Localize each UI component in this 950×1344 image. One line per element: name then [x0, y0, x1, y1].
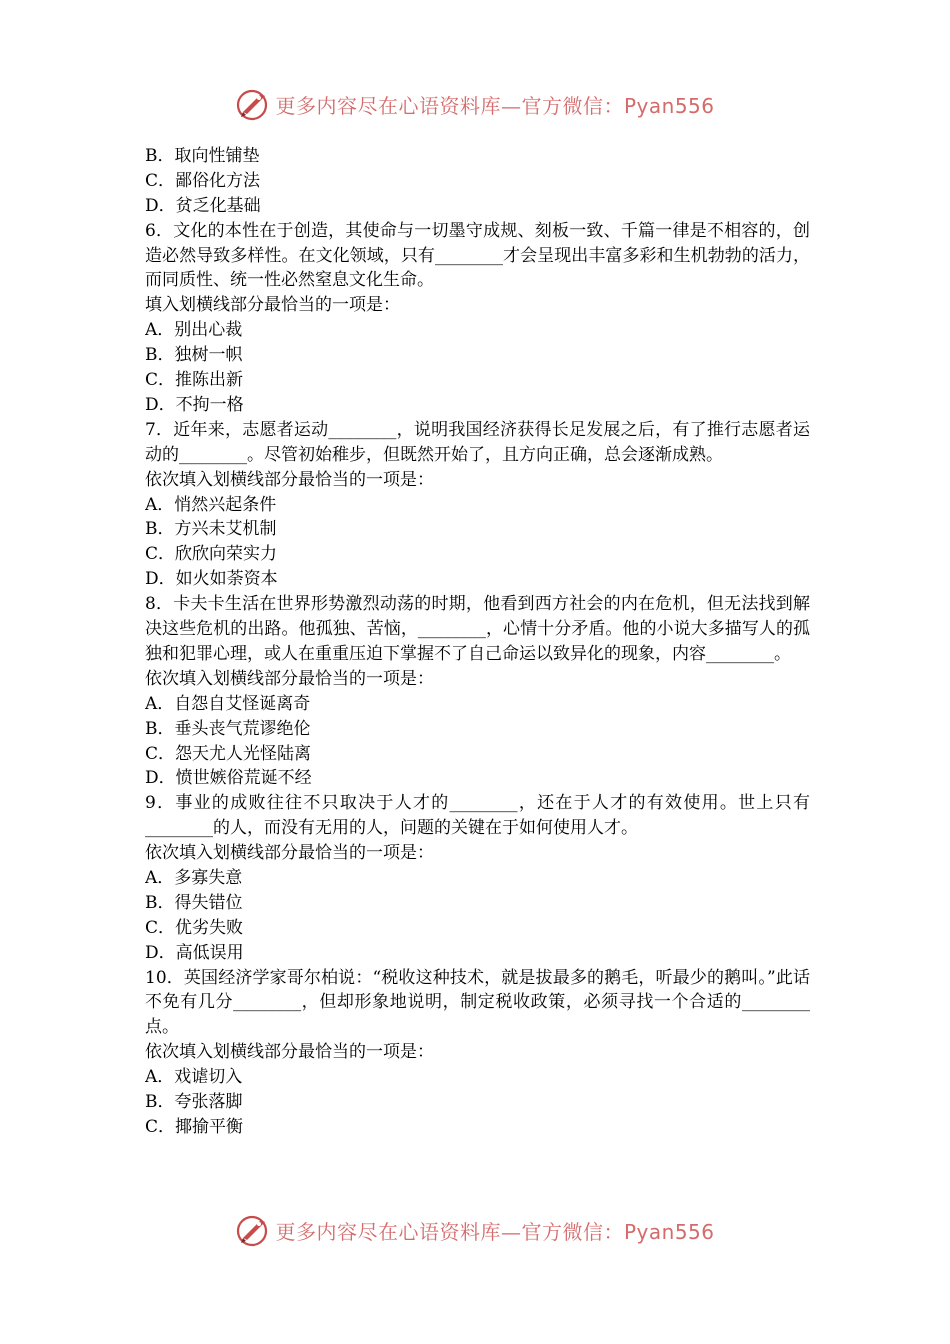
answer-option: C．推陈出新 [145, 370, 244, 391]
answer-option: D．愤世嫉俗荒诞不经 [145, 768, 312, 789]
watermark-text: 更多内容尽在心语资料库—官方微信：Pyan556 [275, 93, 715, 118]
answer-option: A．多寡失意 [145, 867, 243, 888]
answer-option: A．自怨自艾怪诞离奇 [145, 693, 311, 714]
wechat-id: Pyan556 [623, 93, 715, 118]
answer-option: D．如火如荼资本 [145, 569, 278, 590]
question-prompt: 依次填入划横线部分最恰当的一项是： [145, 668, 434, 689]
question-prompt: 依次填入划横线部分最恰当的一项是： [145, 1042, 434, 1063]
question-prompt: 依次填入划横线部分最恰当的一项是： [145, 843, 434, 864]
answer-option: D．贫乏化基础 [145, 195, 261, 216]
question-stem: 10．英国经济学家哥尔柏说：“税收这种技术，就是拔最多的鹅毛，听最少的鹅叫。”此话不免有几分________，但却形象地说明，制定税收政策，必须寻找一个合适的________点。 [145, 967, 810, 1038]
wechat-id: Pyan556 [623, 1219, 715, 1244]
answer-option: B．取向性铺垫 [145, 146, 260, 166]
answer-option: B．夸张落脚 [145, 1092, 243, 1113]
question-prompt: 填入划横线部分最恰当的一项是： [145, 295, 400, 316]
answer-option: C．揶揄平衡 [145, 1116, 244, 1137]
question-stem: 6．文化的本性在于创造，其使命与一切墨守成规、刻板一致、千篇一律是不相容的，创造必然导致多样性。在文化领域，只有________才会呈现出丰富多彩和生机勃勃的活力，而同质性、统一性必然窒息文化生命。 [145, 220, 810, 291]
question-prompt: 依次填入划横线部分最恰当的一项是： [145, 469, 434, 490]
answer-option: A．悄然兴起条件 [145, 494, 277, 515]
answer-option: D．高低误用 [145, 942, 244, 963]
pen-logo-icon [235, 1212, 271, 1248]
question-stem: 7．近年来，志愿者运动________，说明我国经济获得长足发展之后，有了推行志愿者运动的________。尽管初始稚步，但既然开始了，且方向正确，总会逐渐成熟。 [145, 419, 810, 465]
question-stem: 8．卡夫卡生活在世界形势激烈动荡的时期，他看到西方社会的内在危机，但无法找到解决这些危机的出路。他孤独、苦恼，________，心情十分矛盾。他的小说大多描写人的孤独和犯罪心理，或人在重重压迫下掌握不了自己命运以致异化的现象，内容________。 [145, 594, 810, 664]
answer-option: B．独树一帜 [145, 345, 243, 366]
answer-option: B．方兴未艾机制 [145, 519, 277, 540]
answer-option: C．鄙俗化方法 [145, 170, 261, 191]
answer-option: C．怨天尤人光怪陆离 [145, 743, 312, 764]
document-body [145, 144, 810, 1140]
watermark-text: 更多内容尽在心语资料库—官方微信：Pyan556 [275, 1219, 715, 1244]
answer-option: A．别出心裁 [145, 320, 243, 341]
answer-option: B．得失错位 [145, 892, 243, 913]
answer-option: D．不拘一格 [145, 394, 244, 415]
watermark-banner-top [0, 82, 950, 126]
answer-option: B．垂头丧气荒谬绝伦 [145, 718, 311, 739]
answer-option: C．欣欣向荣实力 [145, 544, 278, 565]
answer-option: C．优劣失败 [145, 917, 244, 938]
pen-logo-icon [235, 86, 271, 122]
answer-option: A．戏谑切入 [145, 1067, 243, 1088]
watermark-banner-bottom [0, 1208, 950, 1252]
question-stem: 9．事业的成败往往不只取决于人才的________，还在于人才的有效使用。世上只有________的人，而没有无用的人，问题的关键在于如何使用人才。 [145, 793, 810, 839]
